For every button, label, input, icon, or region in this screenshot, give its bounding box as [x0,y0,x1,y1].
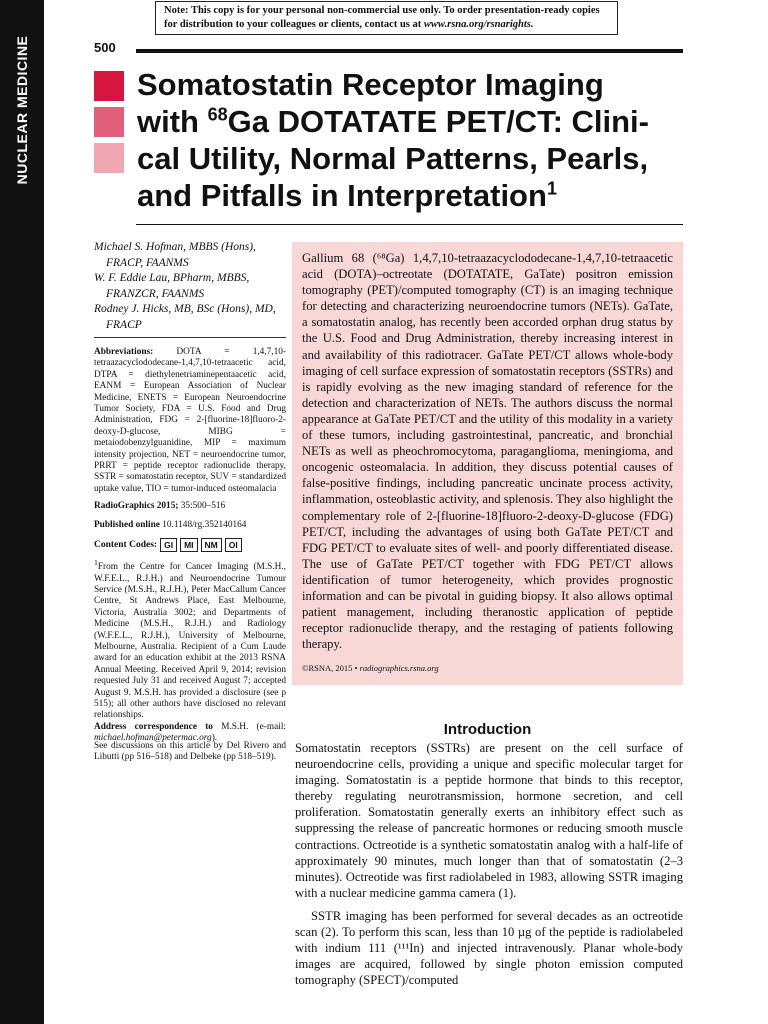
title-rule [136,224,683,225]
discussion-note: See discussions on this article by Del Rivero and Libutti (pp 516–518) and Delbeke (pp 518–519). [94,741,286,763]
author: Rodney J. Hicks, MB, BSc (Hons), MD, FRACP [94,303,276,331]
author-rule [94,337,286,338]
email-link[interactable]: michael.hofman@petermac.org [94,733,212,744]
content-code: GI [160,538,177,552]
content-code: NM [201,538,222,552]
section-sidebar [0,0,44,1024]
article-title: Somatostatin Receptor Imaging with $^{68}$Ga DOTATATE PET/CT: Clini- cal Utility, Normal Patterns, Pearls, and Pitfalls in Interpretation$^1$ [137,67,649,213]
published-online: Published online 10.1148/rg.352140164 [94,520,247,530]
abbreviations-label: Abbreviations: [94,347,154,357]
abstract-text: Gallium 68 (⁶⁸Ga) 1,4,7,10-tetraazacyclododecane-1,4,7,10-tetraacetic acid (DOTA)–octreotate (DOTATATE, GaTate) positron emission tomography (PET)/computed tomography (CT) is an imaging technique for detecting and characterizing neuroendocrine tumors (NETs). GaTate, a somatostatin analog, has recently been accorded orphan drug status by the U.S. Food and Drug Administration, thereby increasing interest in and availability of this radiotracer. GaTate PET/CT allows whole-body imaging of cell surface expression of somatostatin receptors (SSTRs) and is rapidly evolving as the new imaging standard of reference for the detection and characterization of NETs. The authors discuss the normal appearance at GaTate PET/CT and the utility of this modality in a variety of these tumors, including gastrointestinal, pancreatic, and bronchial NETs as well as pheochromocytoma, paraganglioma, meningioma, and oncogenic osteomalacia. In addition, they discuss potential causes of false-positive findings, including pancreatic uncinate process activity, inflammation, osteoblastic activity, and splenosis. They also highlight the complementary role of 2-[fluorine-18]fluoro-2-deoxy-D-glucose (FDG) PET/CT, including the advantages of using both GaTate PET/CT and FDG PET/CT to evaluate sites of well- and poorly differentiated disease. The use of GaTate PET/CT together with FDG PET/CT allows identification of tumor heterogeneity, which provides prognostic information and can be pivotal in guiding biopsy. It also allows optimal patient management, including theranostic application of peptide receptor radionuclide therapy, and the restaging of patients following therapy. [302,251,673,652]
copyright-note [155,1,618,35]
journal-url[interactable]: radiographics.rsna.org [359,663,439,674]
top-rule [136,49,683,53]
accent-square-2 [94,107,124,137]
accent-square-1 [94,71,124,101]
citation: RadioGraphics 2015; 35:500–516 [94,501,226,511]
note-url[interactable]: www.rsna.org/rsnarights. [423,19,534,30]
accent-square-3 [94,143,124,173]
doi-link[interactable]: 10.1148/rg.352140164 [162,520,247,530]
paragraph: Somatostatin receptors (SSTRs) are present on the cell surface of neuroendocrine cells, providing a unique and specific molecular target for imaging. Somatostatin is a peptide hormone that binds to this receptor, thereby regulating neurotransmission, hormone secretion, and cell proliferation. Somatostatin generally exerts an inhibitory effect such as suppressing the release of pancreatic hormones or reducing smooth muscle contractions. Octreotide is a synthetic somatostatin analog with a half-life of approximately 90 minutes, much longer than that of somatostatin (2–3 minutes). Octreotide was first radiolabeled in 1983, allowing SSTR imaging with a nuclear medicine gamma camera (1). [295,741,683,900]
abstract-copyright: ©RSNA, 2015 • radiographics.rsna.org [302,663,439,674]
note-text: This copy is for your personal non-commercial use only. To order presentation-ready copies for distribution to your colleagues or clients, contact us at [164,5,600,30]
abbreviations [94,347,286,495]
introduction-body [295,740,683,988]
affiliation-footnote: $^1$From the Centre for Cancer Imaging (M.S.H., W.F.E.L., R.J.H.) and Neuroendocrine Tumour Service (M.S.H., R.J.H.), Peter MacCallum Cancer Centre, St Andrews Place, East Melbourne, Victoria, Australia 3002; and Departments of Medicine (M.S.H., R.J.H.) and Radiology (W.F.E.L., R.J.H.), University of Melbourne, Melbourne, Australia. Recipient of a Cum Laude award for an education exhibit at the 2013 RSNA Annual Meeting. Received April 9, 2014; revision requested July 31 and received August 7; accepted August 9. M.S.H. has provided a disclosure (see p 515); all other authors have disclosed no relevant relationships. Address correspondence to M.S.H. (e-mail: michael.hofman@petermac.org). [94,558,286,744]
abbreviations-text: DOTA = 1,4,7,10-tetraazacyclododecane-1,4,7,10-tetraacetic acid, DTPA = diethylenetriaminepentaacetic acid, EANM = European Association of Nuclear Medicine, ENETS = European Neuroendocrine Tumor Society, FDA = U.S. Food and Drug Administration, FDG = 2-[fluorine-18]fluoro-2-deoxy-D-glucose, MIBG = metaiodobenzylguanidine, MIP = maximum intensity projection, NET = neuroendocrine tumor, PRRT = peptide receptor radionuclide therapy, SSTR = somatostatin receptor, SUV = standardized uptake value, TIO = tumor-induced osteomalacia [94,347,286,494]
content-code: MI [180,538,197,552]
section-heading: Introduction [443,721,532,738]
title-footnote-mark: 1 [546,178,557,199]
author: W. F. Eddie Lau, BPharm, MBBS, FRANZCR, FAANMS [94,272,250,300]
section-label: NUCLEAR MEDICINE [14,35,30,185]
paragraph: SSTR imaging has been performed for several decades as an octreotide scan (2). To perform this scan, less than 10 µg of the peptide is radiolabeled with indium 111 (¹¹¹In) and injected intravenously. Planar whole-body images are acquired, followed by single photon emission computed tomography (SPECT)/computed [295,908,683,988]
author: Michael S. Hofman, MBBS (Hons), FRACP, FAANMS [94,241,256,269]
content-codes: Content Codes: GI MI NM OI [94,538,242,552]
abstract-box [292,242,683,685]
author-list [94,240,290,333]
content-code: OI [225,538,242,552]
note-label: Note: [164,5,189,16]
page-number: 500 [94,40,116,55]
